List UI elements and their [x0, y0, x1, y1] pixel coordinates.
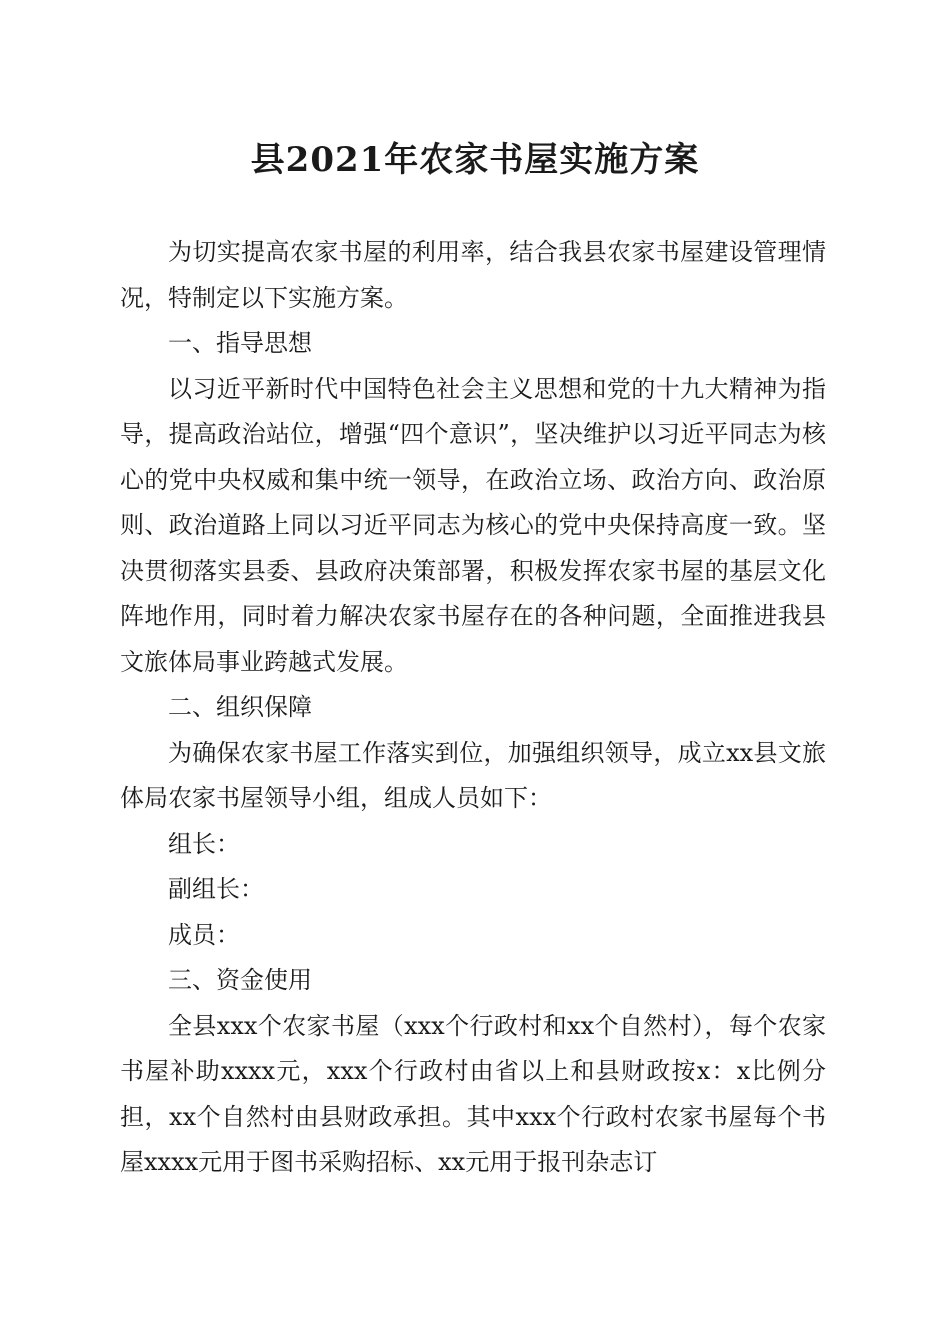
organization-paragraph: 为确保农家书屋工作落实到位，加强组织领导，成立xx县文旅体局农家书屋领导小组，组成人员如下：: [120, 738, 826, 812]
section-heading-guiding-ideology: 一、指导思想: [168, 329, 312, 357]
section-heading-funding: 三、资金使用: [168, 966, 312, 994]
guiding-ideology-paragraph: 以习近平新时代中国特色社会主义思想和党的十九大精神为指导，提高政治站位，增强“四个意识”，坚决维护以习近平同志为核心的党中央权威和集中统一领导，在政治立场、政治方向、政治原则、政治道路上同以习近平同志为核心的党中央保持高度一致。坚决贯彻落实县委、县政府决策部署，积极发挥农家书屋的基层文化阵地作用，同时着力解决农家书屋存在的各种问题，全面推进我县文旅体局事业跨越式发展。: [120, 374, 826, 676]
funding-paragraph: 全县xxx个农家书屋（xxx个行政村和xx个自然村），每个农家书屋补助xxxx元，xxx个行政村由省以上和县财政按x：x比例分担，xx个自然村由县财政承担。其中xxx个行政村农家书屋每个书屋xxxx元用于图书采购招标、xx元用于报刊杂志订: [120, 1011, 826, 1176]
intro-paragraph: 为切实提高农家书屋的利用率，结合我县农家书屋建设管理情况，特制定以下实施方案。: [120, 238, 826, 312]
group-leader-line: 组长：: [168, 829, 240, 858]
document-title: 县2021年农家书屋实施方案: [250, 140, 700, 180]
section-heading-organization: 二、组织保障: [168, 693, 312, 721]
members-line: 成员：: [168, 920, 240, 949]
deputy-leader-line: 副组长：: [168, 875, 264, 903]
document-body: [120, 230, 826, 1186]
